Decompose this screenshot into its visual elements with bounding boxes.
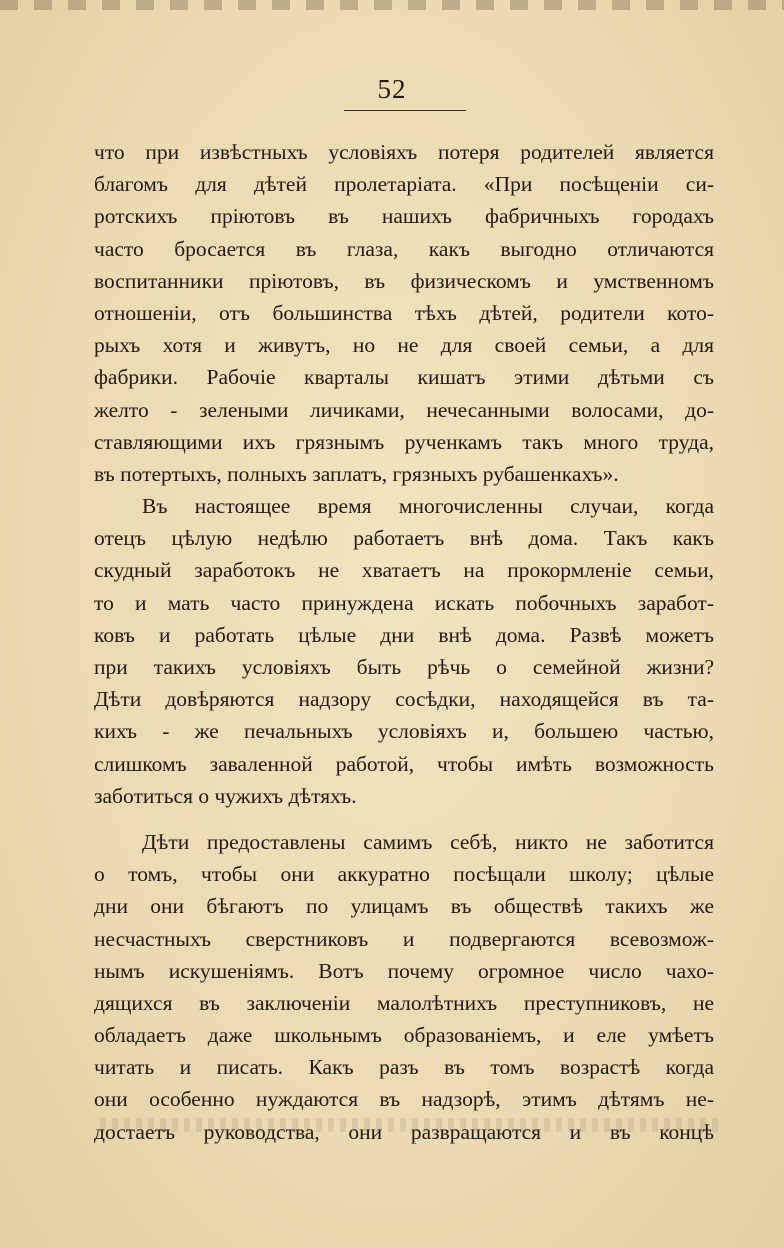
text-line: несчастныхъ сверстниковъ и подвергаются всевозмож- bbox=[94, 926, 714, 951]
text-line: при такихъ условіяхъ быть рѣчь о семейной жизни? bbox=[94, 655, 714, 679]
bleed-through bbox=[100, 1118, 720, 1132]
page-number-rule bbox=[344, 110, 466, 111]
text-line: слишкомъ заваленной работой, чтобы имѣть возможность bbox=[94, 751, 714, 776]
text-line: желто - зелеными личиками, нечесанными волосами, до- bbox=[94, 397, 714, 422]
text-line: дящихся въ заключеніи малолѣтнихъ преступниковъ, не bbox=[94, 990, 714, 1015]
text-line: отецъ цѣлую недѣлю работаетъ внѣ дома. Такъ какъ bbox=[94, 526, 714, 551]
text-line: заботиться о чужихъ дѣтяхъ. bbox=[94, 783, 357, 808]
text-line: читать и писать. Какъ разъ въ томъ возрастѣ когда bbox=[94, 1055, 714, 1080]
text-line: воспитанники пріютовъ, въ физическомъ и умственномъ bbox=[94, 268, 714, 293]
text-line: о томъ, чтобы они аккуратно посѣщали школу; цѣлые bbox=[94, 862, 714, 887]
text-line: обладаетъ даже школьнымъ образованіемъ, и еле умѣетъ bbox=[94, 1023, 714, 1048]
text-line: достаетъ руководства, они развращаются и въ концѣ bbox=[94, 1119, 714, 1144]
text-line: ставляющими ихъ грязнымъ рученкамъ такъ много труда, bbox=[94, 429, 714, 454]
text-line: они особенно нуждаются въ надзорѣ, этимъ дѣтямъ не- bbox=[94, 1087, 714, 1112]
text-line: то и мать часто принуждена искать побочныхъ заработ- bbox=[94, 590, 714, 615]
text-line: что при извѣстныхъ условіяхъ потеря родителей является bbox=[94, 140, 714, 164]
text-line: Дѣти довѣряются надзору сосѣдки, находящейся въ та- bbox=[94, 687, 714, 712]
text-line: дни они бѣгаютъ по улицамъ въ обществѣ такихъ же bbox=[94, 894, 714, 919]
text-line: нымъ искушеніямъ. Вотъ почему огромное число чахо- bbox=[94, 958, 714, 983]
paragraph-gap bbox=[94, 812, 714, 826]
body-text bbox=[94, 136, 714, 1148]
text-line: въ потертыхъ, полныхъ заплатъ, грязныхъ рубашенкахъ». bbox=[94, 461, 619, 486]
text-line: кихъ - же печальныхъ условіяхъ и, большею частью, bbox=[94, 719, 714, 744]
text-line: рыхъ хотя и живутъ, но не для своей семьи, а для bbox=[94, 333, 714, 358]
text-line: отношеніи, отъ большинства тѣхъ дѣтей, родители кото- bbox=[94, 300, 714, 325]
text-line: благомъ для дѣтей пролетаріата. «При посѣщеніи си- bbox=[94, 172, 714, 197]
text-line: Въ настоящее время многочисленны случаи, когда bbox=[142, 494, 714, 519]
text-line: фабрики. Рабочіе кварталы кишатъ этими дѣтьми съ bbox=[94, 365, 714, 390]
text-line: часто бросается въ глаза, какъ выгодно отличаются bbox=[94, 236, 714, 261]
page-number: 52 bbox=[377, 74, 407, 104]
text-line: ковъ и работать цѣлые дни внѣ дома. Развѣ можетъ bbox=[94, 622, 714, 647]
text-line: Дѣти предоставлены самимъ себѣ, никто не заботится bbox=[142, 829, 714, 854]
text-line: скудный заработокъ не хватаетъ на прокормленіе семьи, bbox=[94, 558, 714, 583]
page-top-edge bbox=[0, 0, 784, 10]
text-line: ротскихъ пріютовъ въ нашихъ фабричныхъ городахъ bbox=[94, 204, 714, 229]
